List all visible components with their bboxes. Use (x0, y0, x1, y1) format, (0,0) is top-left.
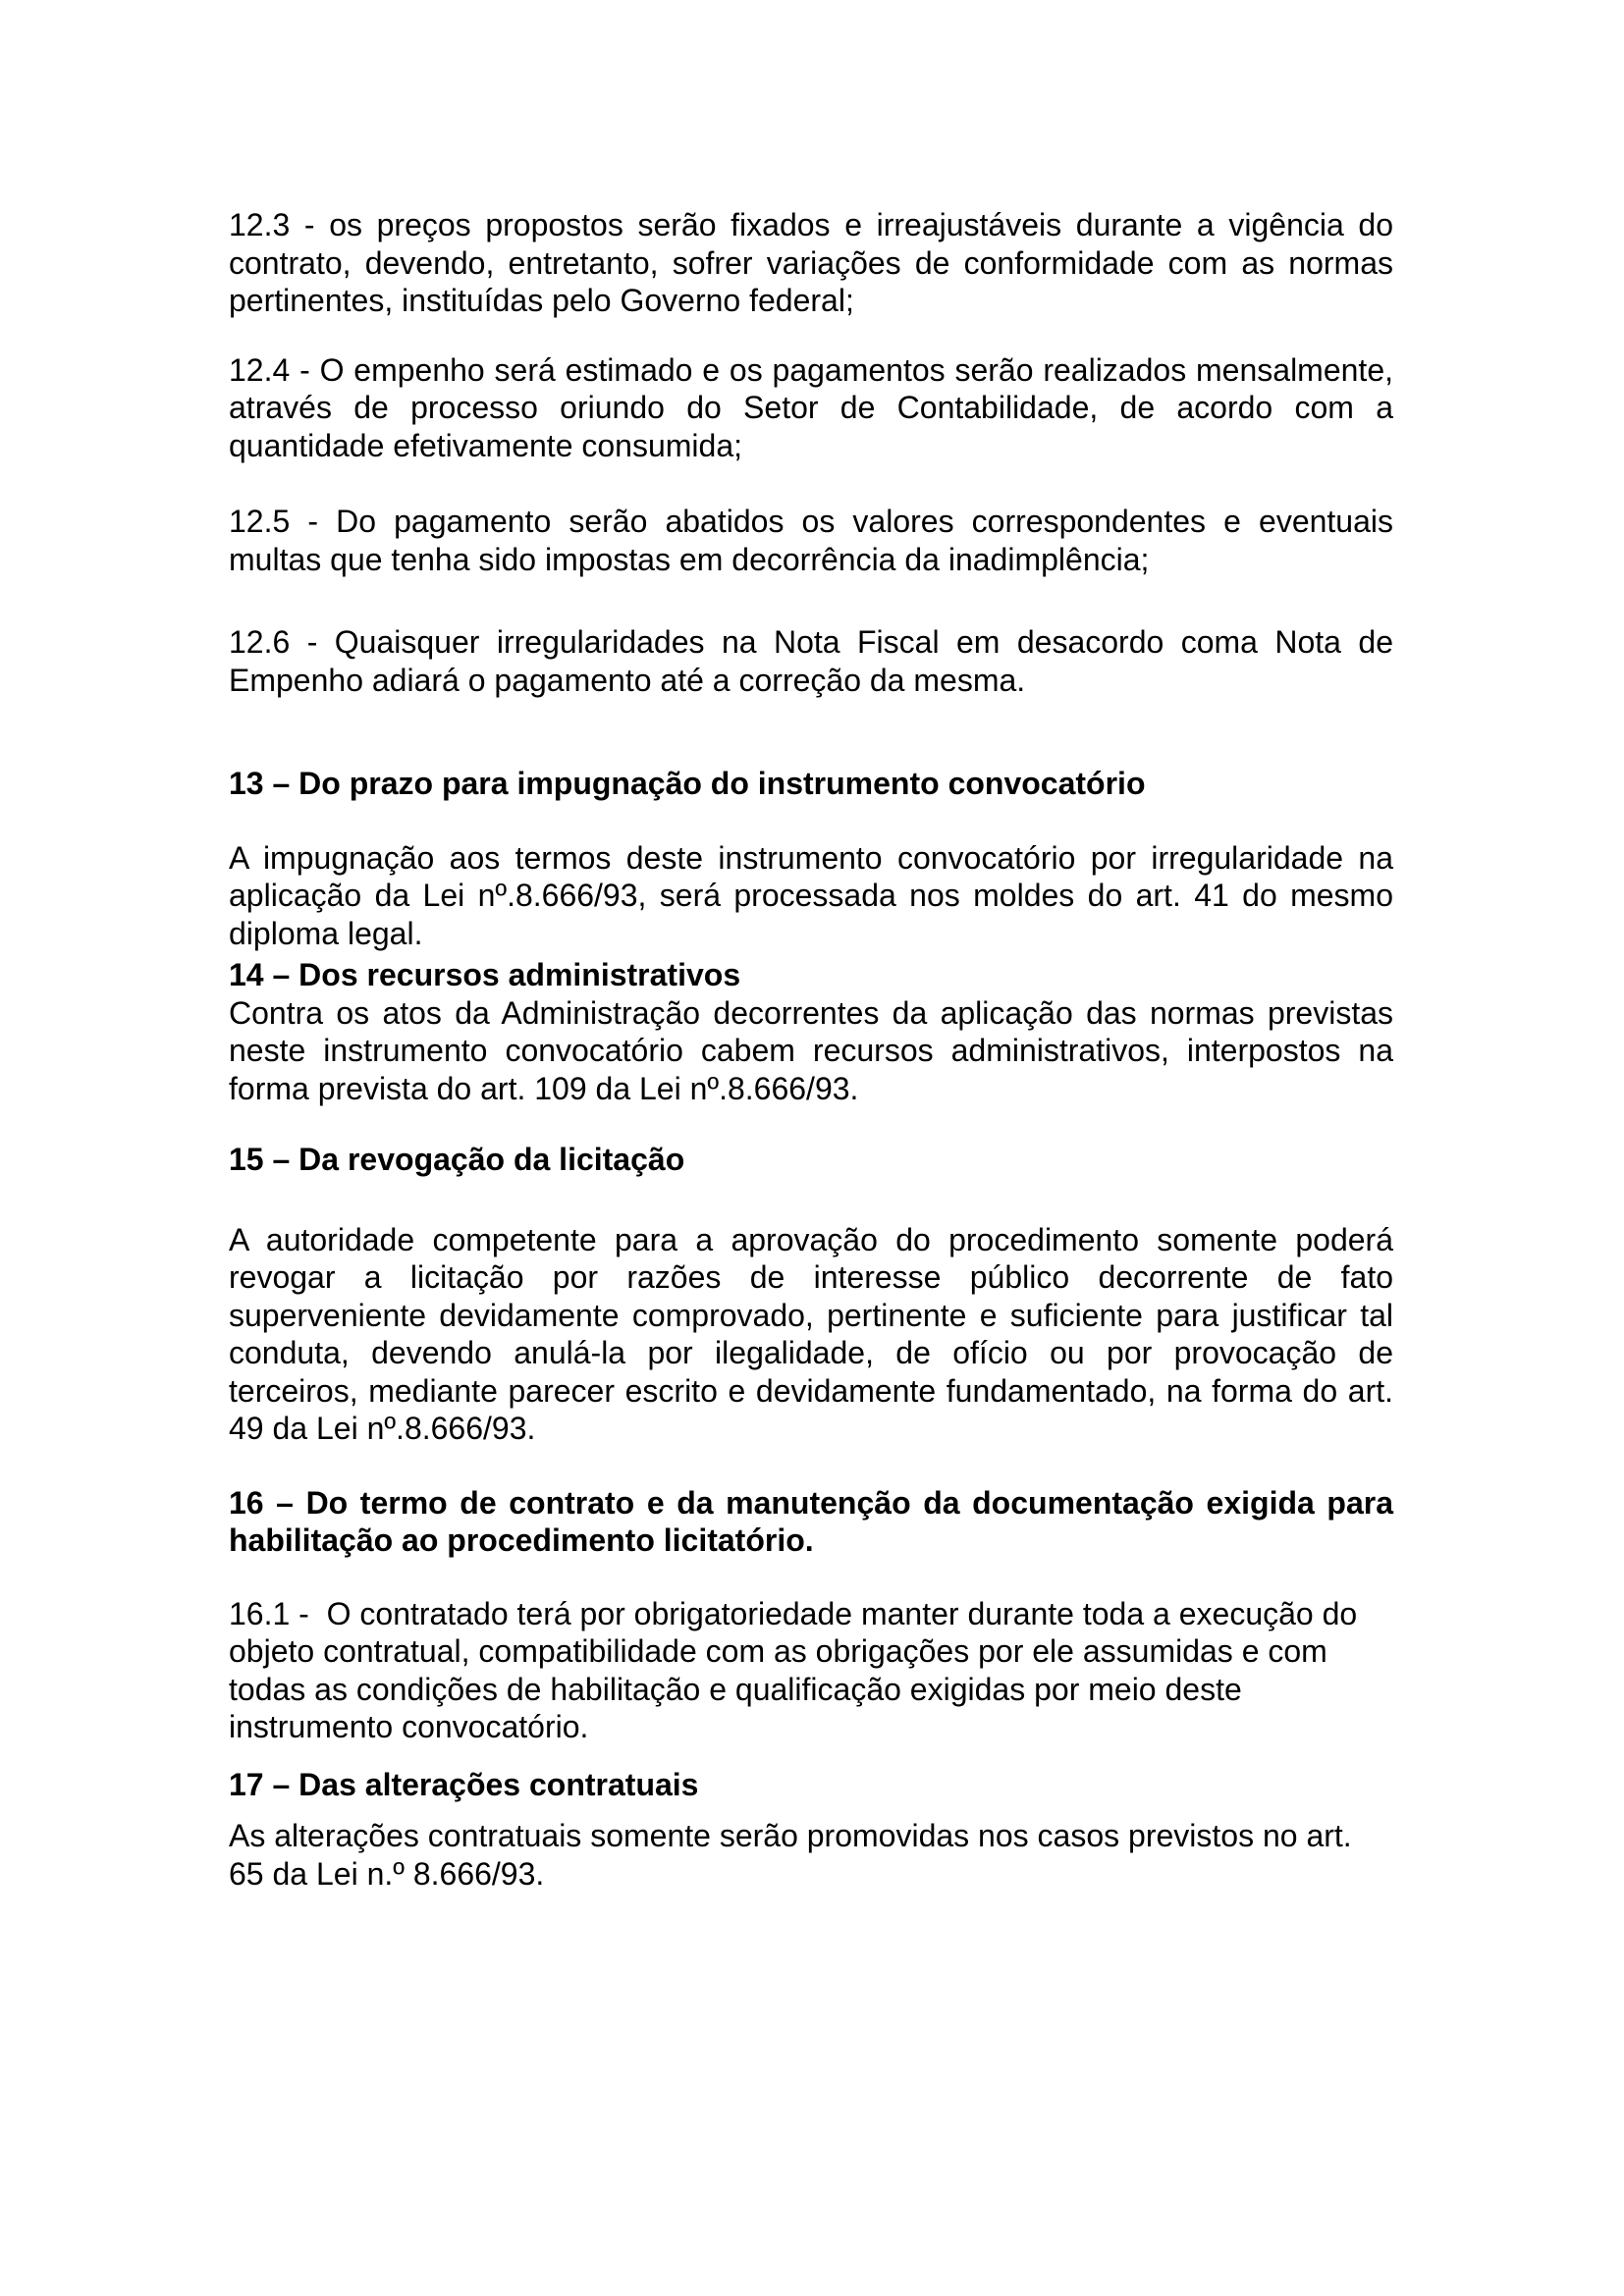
section-heading-17: 17 – Das alterações contratuais (229, 1766, 699, 1802)
clause-12-4: 12.4 - O empenho será estimado e os pagamentos serão realizados mensalmente, através de processo oriundo do Setor de Contabilidade, de acordo com a quantidade efetivamente consumida; (229, 351, 1393, 463)
clause-12-5: 12.5 - Do pagamento serão abatidos os valores correspondentes e eventuais multas que tenha sido impostas em decorrência da inadimplência; (229, 504, 1393, 577)
clause-12-6: 12.6 - Quaisquer irregularidades na Nota Fiscal em desacordo coma Nota de Empenho adiará o pagamento até a correção da mesma. (229, 624, 1393, 698)
clause-16-1: 16.1 - O contratado terá por obrigatoriedade manter durante toda a execução do objeto contratual, compatibilidade com as obrigações por ele assumidas e com todas as condições de habilitação e qualificação exigidas por meio deste instrumento convocatório. (229, 1595, 1367, 1744)
section-heading-16: 16 – Do termo de contrato e da manutenção da documentação exigida para habilitação ao procedimento licitatório. (229, 1484, 1393, 1558)
section-heading-15: 15 – Da revogação da licitação (229, 1142, 685, 1177)
clause-13-body: A impugnação aos termos deste instrumento convocatório por irregularidade na aplicação da Lei nº.8.666/93, será processada nos moldes do art. 41 do mesmo diploma legal. (229, 839, 1393, 951)
clause-14-body: Contra os atos da Administração decorrentes da aplicação das normas previstas neste instrumento convocatório cabem recursos administrativos, interpostos na forma prevista do art. 109 da Lei nº.8.666/93. (229, 994, 1393, 1106)
clause-15-body: A autoridade competente para a aprovação do procedimento somente poderá revogar a licitação por razões de interesse público decorrente de fato superveniente devidamente comprovado, pertinente e suficiente para justificar tal conduta, devendo anulá-la por ilegalidade, de ofício ou por provocação de terceiros, mediante parecer escrito e devidamente fundamentado, na forma do art. 49 da Lei nº.8.666/93. (229, 1221, 1393, 1446)
clause-12-3: 12.3 - os preços propostos serão fixados e irreajustáveis durante a vigência do contrato, devendo, entretanto, sofrer variações de conformidade com as normas pertinentes, instituídas pelo Governo federal; (229, 207, 1393, 318)
clause-17-body: As alterações contratuais somente serão promovidas nos casos previstos no art. 65 da Lei n.º 8.666/93. (229, 1818, 1352, 1892)
section-heading-13: 13 – Do prazo para impugnação do instrumento convocatório (229, 766, 1146, 801)
section-heading-14: 14 – Dos recursos administrativos (229, 957, 741, 992)
